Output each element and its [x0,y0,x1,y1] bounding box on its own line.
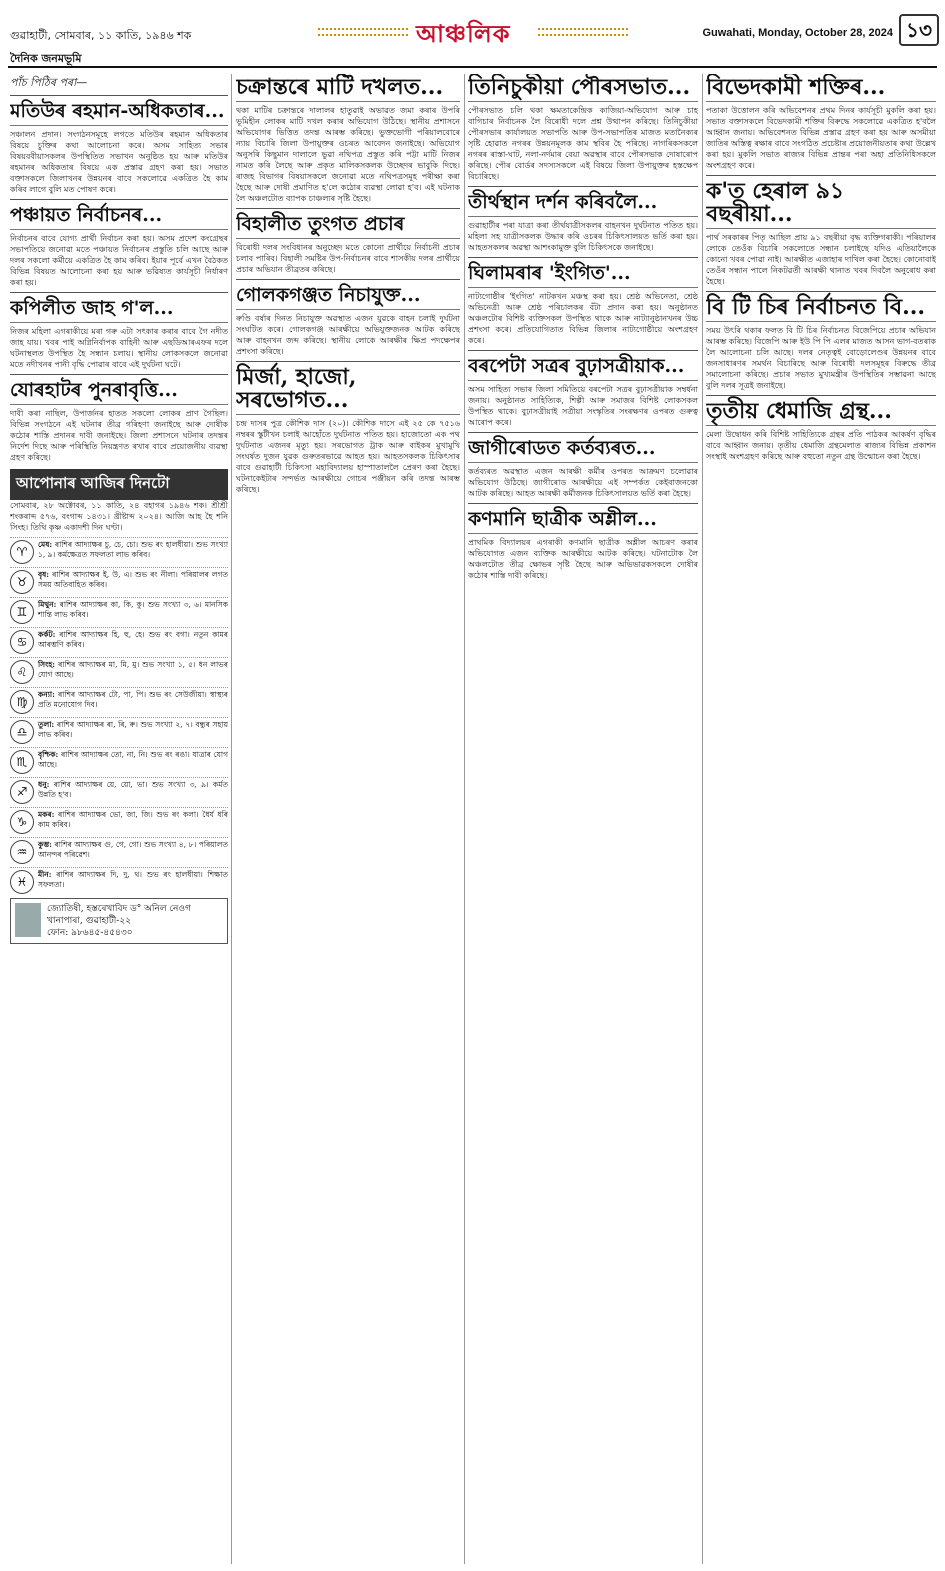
article-body: মেলা উদ্বোধন কৰি বিশিষ্ট সাহিত্যিকে গ্ৰন্থৰ প্ৰতি পাঠকৰ আকৰ্ষণ বৃদ্ধিৰ বাবে আহ্বান জনায়। তৃতীয় ধেমাজি গ্ৰন্থমেলাত ৰাজ্যৰ বিভিন্ন প্ৰকাশন সংস্থাই অংশগ্ৰহণ কৰিছে আৰু বহুতো নতুন গ্ৰন্থ উন্মোচন কৰা হৈছে। [706,430,936,461]
column-2 [236,74,460,1564]
article-body: নাট্যগোষ্ঠীৰ 'ইংগিত' নাটকখন মঞ্চস্থ কৰা হয়। শ্ৰেষ্ঠ অভিনেতা, শ্ৰেষ্ঠ অভিনেত্ৰী আৰু শ্ৰেষ্ঠ পৰিচালকৰ বঁটা প্ৰদান কৰা হয়। অনুষ্ঠানত অঞ্চলটোৰ বিশিষ্ট ব্যক্তিসকল উপস্থিত থাকে আৰু নাট্যানুষ্ঠানখনৰ উচ্চ প্ৰশংসা কৰে। প্ৰতিযোগিতাত বিভিন্ন জিলাৰ নাট্যগোষ্ঠীয়ে অংশগ্ৰহণ কৰে। [468,292,698,345]
headline: যোৰহাটৰ পুনৰাবৃত্তি... [10,379,228,405]
zodiac-icon: ♌ [10,660,34,684]
rashi-prediction: ৰাশিৰ আদ্যাক্ষৰ টো, পা, পি। শুভ ৰং সেউজীয়া। স্বাস্থ্যৰ প্ৰতি মনোযোগ দিব। [38,690,228,709]
horoscope-text [38,690,228,714]
horoscope-item [10,537,228,564]
masthead [0,0,945,70]
rashi-name: মকৰ: [38,810,55,819]
zodiac-icon: ♍ [10,690,34,714]
article-body: নিৰ্বাচনৰ বাবে যোগ্য প্ৰাৰ্থী নিৰ্বাচন কৰা হয়। অসম প্ৰদেশ কংগ্ৰেছৰ সভাপতিয়ে জনোৱা মতে পঞ্চায়ত নিৰ্বাচনৰ প্ৰস্তুতি চলি আছে আৰু দলৰ সকলো কৰ্মীয়ে একত্ৰিত হৈ কাম কৰিব। ইয়াৰ পূৰ্বে এখন বৈঠকত বিভিন্ন বিষয়ত আলোচনা কৰা হয় আৰু ভৱিষ্যত কাৰ্যসূচী নিৰ্ধাৰণ কৰা হয়। [10,234,228,287]
headline: মিৰ্জা, হাজো, সৰভোগত... [236,366,460,415]
horoscope-text [38,840,228,864]
horoscope-text [38,600,228,624]
rashi-prediction: ৰাশিৰ আদ্যাক্ষৰ গু, গে, গো। শুভ সংখ্যা ৪, ৮। পৰিয়ালত আনন্দৰ পৰিৱেশ। [38,840,228,859]
horoscope-box-title: আপোনাৰ আজিৰ দিনটো [10,469,228,500]
paper-name-logo: আঞ্চলিক [416,19,511,48]
headline: মতিউৰ ৰহমান-অধিকতাৰ... [10,100,228,126]
zodiac-icon: ♏ [10,750,34,774]
article-body: অসম সাহিত্য সভাৰ জিলা সমিতিয়ে বৰপেটা সত্ৰৰ বুঢ়াসত্ৰীয়াক সম্বৰ্ধনা জনায়। অনুষ্ঠানত সাহিত্যিক, শিল্পী আৰু সমাজৰ বিশিষ্ট লোকসকল উপস্থিত থাকে। বুঢ়াসত্ৰীয়াই সত্ৰীয়া সংস্কৃতিৰ সংৰক্ষণৰ ওপৰত গুৰুত্ব আৰোপ কৰে। [468,385,698,427]
astrologer-name: জ্যোতিষী, হস্তৰেখাবিদ ড° অনিল নেওগ [47,904,191,914]
rashi-name: সিংহ: [38,660,56,669]
rashi-name: তুলা: [38,720,55,729]
masthead-rule [8,66,937,68]
headline: কপিলীত জাহ গ'ল... [10,297,228,323]
article [10,199,228,288]
horoscope-item [10,567,228,594]
column-1 [10,74,228,1564]
article-body: বিৰোধী দলৰ সংবিধানৰ অনুচ্ছেদ মতে কোনো প্ৰাৰ্থীয়ে নিৰ্বাচনী প্ৰচাৰ চলাব পাৰিব। বিহালী সমষ্টিৰ উপ-নিৰ্বাচনৰ বাবে শাসকীয় দলৰ প্ৰাৰ্থীয়ে প্ৰচাৰ অভিযান তীব্ৰতৰ কৰিছে। [236,243,460,274]
horoscope-item [10,597,228,624]
article-body: কৰ্তব্যৰত অৱস্থাত এজন আৰক্ষী কৰ্মীৰ ওপৰত আক্ৰমণ চলোৱাৰ অভিযোগ উঠিছে। জাগীৰোড আৰক্ষীয়ে এই সম্পৰ্কত কেইবাজনকো আটক কৰিছে। আহত আৰক্ষী কৰ্মীজনক চিকিৎসালয়ত ভৰ্তি কৰা হৈছে। [468,467,698,498]
headline: চক্ৰান্তৰে মাটি দখলত... [236,76,460,102]
horoscope-item [10,717,228,744]
rashi-prediction: ৰাশিৰ আদ্যাক্ষৰ হি, হু, হে। শুভ ৰং বগা। নতুন কামৰ আৰম্ভণি কৰিব। [38,630,228,649]
headline: পঞ্চায়ত নিৰ্বাচনৰ... [10,204,228,230]
rashi-prediction: ৰাশিৰ আদ্যাক্ষৰ দি, দু, থ। শুভ ৰং হালধীয়া। শিক্ষাত সফলতা। [38,870,228,889]
rashi-prediction: ৰাশিৰ আদ্যাক্ষৰ কা, কি, কু। শুভ সংখ্যা ৩, ৬। মানসিক শান্তি লাভ কৰিব। [38,600,228,619]
article-body: দাবী কৰা নাছিল, উপাৰ্জনৰ হাতত সকলো লোকৰ প্ৰাণ গৈছিল। বিভিন্ন সংগঠনে এই ঘটনাৰ তীব্ৰ গৰিহণা জনাইছে আৰু দোষীক কঠোৰ শাস্তি প্ৰদানৰ দাবী জনাইছে। জিলা প্ৰশাসনে ঘটনাৰ তদন্তৰ নিৰ্দেশ দিছে আৰু পৰিস্থিতি নিয়ন্ত্ৰণত ৰখাৰ বাবে প্ৰয়োজনীয় ব্যৱস্থা গ্ৰহণ কৰিছে। [10,409,228,462]
ornament-left [318,28,408,36]
rashi-prediction: ৰাশিৰ আদ্যাক্ষৰ মা, মি, মু। শুভ সংখ্যা ১, ৫। ধন লাভৰ যোগ আছে। [38,660,228,679]
ornament-right [538,28,628,36]
section-label: পাঁচ পিঠিৰ পৰা— [10,74,228,96]
horoscope-item [10,777,228,804]
horoscope-text [38,720,228,744]
rashi-prediction: ৰাশিৰ আদ্যাক্ষৰ ই, উ, এ। শুভ ৰং নীলা। পৰিয়ালৰ লগত সময় অতিবাহিত কৰিব। [38,570,228,589]
article [468,432,698,499]
rashi-name: বৃষ: [38,570,50,579]
headline: বি টি চিৰ নিৰ্বাচনত বি... [706,296,936,322]
column-divider [702,74,703,1564]
zodiac-icon: ♎ [10,720,34,744]
article [10,374,228,463]
column-3 [468,74,698,1564]
rashi-name: কুম্ভ: [38,840,52,849]
article [236,208,460,275]
zodiac-icon: ♋ [10,630,34,654]
rashi-prediction: ৰাশিৰ আদ্যাক্ষৰ য়ে, য়ো, ভা। শুভ সংখ্যা ৩, ৯। কৰ্মত উন্নতি হ'ব। [38,780,228,799]
date-line-english: Guwahati, Monday, October 28, 2024 [702,27,893,39]
article [468,257,698,346]
headline: তৃতীয় ধেমাজি গ্ৰন্থ... [706,400,936,426]
article-body: থকা মাটিৰ চক্ৰান্তৰে দালালৰ হাতুৱাই অভাৱত জমা কৰাৰ উপৰি ভূমিহীন লোকৰ মাটি দখল কৰাৰ অভিযোগ উঠিছে। স্থানীয় প্ৰশাসনে অভিযোগৰ ভিত্তিত তদন্ত আৰম্ভ কৰিছে। ভুক্তভোগী পৰিয়ালবোৰে ন্যায় বিচাৰি জিলা উপায়ুক্তৰ ওচৰত আবেদন জনাইছে। অভিযোগ অনুসৰি কিছুমান দালালে ভুৱা নথিপত্ৰ প্ৰস্তুত কৰি পট্টা মাটি নিজৰ নামত কৰি লৈছে আৰু প্ৰকৃত মালিকসকলক উচ্ছেদৰ ভাবুকি দিছে। ৰাজহ বিভাগৰ বিষয়াসকলে জনোৱা মতে নথিপত্ৰসমূহ পৰীক্ষা কৰা হৈছে আৰু দোষী প্ৰমাণিত হ'লে কঠোৰ ব্যৱস্থা লোৱা হ'ব। এই ঘটনাক লৈ অঞ্চলটোত ব্যাপক চাঞ্চল্যৰ সৃষ্টি হৈছে। [236,106,460,203]
rashi-name: ধনু: [38,780,50,789]
column-4 [706,74,936,1564]
horoscope-item [10,867,228,894]
article-body: নিজৰ মহিলা এগৰাকীয়ে মৰা গৰু এটা সৎকাৰ কৰাৰ বাবে গৈ নদীত জাহ যায়। খবৰ পাই অগ্নিনিৰ্বাপক বাহিনী আৰু এছডিআৰএফৰ দলে ঘটনাস্থলত উপস্থিত হৈ সন্ধান চলায়। স্থানীয় লোকসকলে জনোৱা মতে নদীখনৰ পানী বৃদ্ধি পোৱাৰ বাবে এই দুৰ্ঘটনা ঘটে। [10,327,228,369]
rashi-name: মীন: [38,870,52,879]
article [706,175,936,287]
horoscope-text [38,750,228,774]
article [236,76,460,204]
astrologer-box [10,898,228,944]
horoscope-text [38,810,228,834]
astrologer-address: খানাপাৰা, গুৱাহাটী-২২ [47,916,132,926]
zodiac-icon: ♈ [10,540,34,564]
article [236,279,460,357]
headline: ঘিলামৰাৰ 'ইংগিত'... [468,262,698,288]
article [706,76,936,171]
astrologer-photo [15,903,41,937]
horoscope-text [38,630,228,654]
horoscope-item [10,807,228,834]
article [468,76,698,182]
headline: জাগীৰোডত কৰ্তব্যৰত... [468,437,698,463]
headline: বিভেদকামী শক্তিৰ... [706,76,936,102]
column-divider [231,74,232,1564]
article-body: সময় উৎৰি থকাৰ ফলত বি টি চিৰ নিৰ্বাচনত বিজেপিয়ে প্ৰচাৰ অভিযান আৰম্ভ কৰিছে। বিজেপি আৰু ইউ পি পি এলৰ মাজত আসন ভাগ-বতৰাক লৈ আলোচনা চলি আছে। দলৰ নেতৃত্বই বোড়োলেণ্ডৰ উন্নয়নৰ বাবে জনসাধাৰণৰ সমৰ্থন বিচাৰিছে আৰু বিৰোধী দলসমূহৰ বিৰুদ্ধে তীব্ৰ সমালোচনা কৰিছে। প্ৰচাৰ সভাত মুখ্যমন্ত্ৰীৰ উপস্থিতিৰ সম্ভাৱনা আছে বুলি দলৰ সূত্ৰই জনাইছে। [706,326,936,390]
article [468,503,698,581]
article-body: প্ৰাথমিক বিদ্যালয়ৰ এগৰাকী কণমানি ছাত্ৰীক অশ্লীল আচৰণ কৰাৰ অভিযোগত এজন ব্যক্তিক আৰক্ষীয়ে আটক কৰিছে। ঘটনাটোক লৈ অঞ্চলটোত তীব্ৰ ক্ষোভৰ সৃষ্টি হৈছে আৰু অভিভাৱকসকলে দোষীৰ কঠোৰ শাস্তি দাবী কৰিছে। [468,538,698,580]
horoscope-text [38,780,228,804]
article-body: পাৰ্থ সৰকাৰৰ পিতৃ আছিল প্ৰায় ৯১ বছৰীয়া বৃদ্ধ ব্যক্তিগৰাকী। পৰিয়ালৰ লোকে তেওঁক বিচাৰি সকলোতে সন্ধান চলাইছে যদিও এতিয়ালৈকে কোনো খবৰ পোৱা নাই। আৰক্ষীত এজাহাৰ দাখিল কৰা হৈছে। কোনোবাই তেওঁৰ সন্ধান পালে নিকটৱৰ্তী আৰক্ষী থানাত খবৰ দিবলৈ অনুৰোধ কৰা হৈছে। [706,233,936,286]
publication-label: দৈনিক জনমভূমি [10,52,82,65]
rashi-name: কন্যা: [38,690,55,699]
zodiac-icon: ♉ [10,570,34,594]
horoscope-item [10,627,228,654]
zodiac-icon: ♐ [10,780,34,804]
article [10,100,228,195]
rashi-name: মেষ: [38,540,53,549]
article [468,350,698,428]
horoscope-text [38,570,228,594]
headline: বৰপেটা সত্ৰৰ বুঢ়াসত্ৰীয়াক... [468,355,698,381]
article [706,395,936,462]
page-number: ১৩ [899,14,939,46]
article [468,186,698,253]
horoscope-intro: সোমবাৰ, ২৮ অক্টোবৰ, ১১ কাতি, ২৪ বহাগৰ ১৯৪৬ শক। শ্ৰীশ্ৰী শংকৰাব্দ ৫৭৬, বংগাব্দ ১৪৩১। খ্ৰীষ্টাব্দ ২০২৪। আজি আহ হৈ শনি সিংহ। তিথি কৃষ্ণ একাদশী দিন ঘণ্টা। [10,501,228,532]
headline: বিহালীত তুংগত প্ৰচাৰ [236,213,460,239]
date-line-assamese: গুৱাহাটী, সোমবাৰ, ১১ কাতি, ১৯৪৬ শক [10,29,192,42]
horoscope-list [10,537,228,894]
rashi-prediction: ৰাশিৰ আদ্যাক্ষৰ ভো, জা, জি। শুভ ৰং কলা। ধৈৰ্য ধৰি কাম কৰিব। [38,810,228,829]
zodiac-icon: ♓ [10,870,34,894]
headline: কণমানি ছাত্ৰীক অশ্লীল... [468,508,698,534]
rashi-name: বৃশ্চিক: [38,750,59,759]
horoscope-item [10,837,228,864]
zodiac-icon: ♊ [10,600,34,624]
horoscope-item [10,747,228,774]
article [706,291,936,391]
rashi-prediction: ৰাশিৰ আদ্যাক্ষৰ তো, না, নি। শুভ ৰং ৰঙা। যাত্ৰাৰ যোগ আছে। [38,750,228,769]
zodiac-icon: ♒ [10,840,34,864]
article-body: পৌৰসভাত চলি থকা ক্ষমতাকেন্দ্ৰিক কাজিয়া-অভিযোগ আৰু চাহ বাগিচাৰ নিৰ্বাচনক লৈ বিৰোধী দলে প্ৰশ্ন উত্থাপন কৰিছে। তিনিচুকীয়া পৌৰসভাৰ কাৰ্যালয়ত সভাপতি আৰু উপ-সভাপতিৰ মাজত মতানৈক্যৰ সৃষ্টি হোৱাত নগৰৰ উন্নয়নমূলক কাম স্থবিৰ হৈ পৰিছে। নাগৰিকসকলে নগৰৰ ৰাস্তা-ঘাট, নলা-নৰ্দমাৰ বেয়া অৱস্থাৰ বাবে পৌৰসভাক দোষাৰোপ কৰিছে। পৌৰ বোৰ্ডৰ সদস্যসকলে এই বিষয়ে জিলা উপায়ুক্তৰ হস্তক্ষেপ বিচাৰিছে। [468,106,698,181]
rashi-prediction: ৰাশিৰ আদ্যাক্ষৰ চু, চে, চো। শুভ ৰং হালধীয়া। শুভ সংখ্যা ১, ৯। কৰ্মক্ষেত্ৰত সফলতা লাভ কৰিব। [38,540,228,559]
horoscope-text [38,540,228,564]
article [10,292,228,370]
article-body: ৰুণ্ডি বৰ্ষাৰ দিনত নিচাযুক্ত অৱস্থাত এজন যুৱকে বাহন চলাই দুৰ্ঘটনা সংঘটিত কৰে। গোলকগঞ্জ আৰক্ষীয়ে অভিযুক্তজনক আটক কৰিছে আৰু বাহনখন জব্দ কৰিছে। স্থানীয় লোকে আৰক্ষীৰ ক্ষিপ্ৰ পদক্ষেপৰ প্ৰশংসা কৰিছে। [236,314,460,356]
article-body: সঞ্চালন প্ৰদান। সংগঠনসমূহে লগতে মতিউৰ ৰহমান অধিকতাৰ বিষয়ে চুক্তিৰ কথা আলোচনা কৰে। অসম সাহিত্য সভাৰ বিষয়ববীয়াসকলৰ উপস্থিতিত সভাখন অনুষ্ঠিত হয় আৰু মতিউৰ ৰহমানৰ অধিকতাৰ বিষয়ে এক প্ৰস্তাৱ গ্ৰহণ কৰা হয়। সভাত বক্তাসকলে জিলাখনৰ উন্নয়নৰ বাবে সকলোৱে একত্ৰিত হৈ কাম কৰিব লাগে বুলি মত পোষণ কৰে। [10,130,228,194]
rashi-name: কৰ্কট: [38,630,56,639]
horoscope-text [38,660,228,684]
article-body: গুৱাহাটীৰ পৰা যাত্ৰা কৰা তীৰ্থযাত্ৰীসকলৰ বাহনখন দুৰ্ঘটনাত পতিত হয়। মহিলা সহ যাত্ৰীসকলক উদ্ধাৰ কৰি ওচৰৰ চিকিৎসালয়ত ভৰ্তি কৰা হয়। আহতসকলৰ অৱস্থা আশংকামুক্ত বুলি চিকিৎসকে জনাইছে। [468,221,698,252]
article-body: পতাকা উত্তোলন কৰি অভিবেশনৰ প্ৰথম দিনৰ কাৰ্যসূচী মুকলি কৰা হয়। সভাত বক্তাসকলে বিভেদকামী শক্তিৰ বিৰুদ্ধে সকলোৱে একত্ৰিত হ'বলৈ আহ্বান জনায়। অভিবেশনত বিভিন্ন প্ৰস্তাৱ গ্ৰহণ কৰা হয় আৰু অসমীয়া জাতিৰ অস্তিত্ব ৰক্ষাৰ বাবে সংগঠিত প্ৰচেষ্টাৰ প্ৰয়োজনীয়তাৰ কথা উল্লেখ কৰা হয়। মুকলি সভাত ৰাজ্যৰ বিভিন্ন প্ৰান্তৰ পৰা অহা প্ৰতিনিধিসকলে অংশগ্ৰহণ কৰে। [706,106,936,170]
headline: তিনিচুকীয়া পৌৰসভাত... [468,76,698,102]
column-divider [464,74,465,1564]
headline: তীৰ্থস্থান দৰ্শন কৰিবলৈ... [468,191,698,217]
article [236,361,460,495]
horoscope-text [38,870,228,894]
horoscope-item [10,657,228,684]
horoscope-item [10,687,228,714]
headline: ক'ত হেৰাল ৯১ বছৰীয়া... [706,180,936,229]
zodiac-icon: ♑ [10,810,34,834]
article-body: চন্দ্ৰ দাসৰ পুত্ৰ কৌশিক দাস (২০)। কৌশিক দাসে এই ২৫ কে ৭৫১৬ নম্বৰৰ স্কুটীখন চলাই আহোঁতে দুৰ্ঘটনাত পতিত হয়। হাজোতো এক পথ দুৰ্ঘটনাত এজনৰ মৃত্যু হয়। সৰভোগত ট্ৰাক আৰু বাইকৰ মুখামুখি সংঘৰ্ষত দুজন যুৱক গুৰুতৰভাৱে আহত হয়। আহতসকলক চিকিৎসাৰ বাবে গুৱাহাটী চিকিৎসা মহাবিদ্যালয় হাস্পাতাললৈ প্ৰেৰণ কৰা হৈছে। ঘটনাকেইটাৰ সন্দৰ্ভত আৰক্ষীয়ে গোচৰ পঞ্জীয়ন কৰি তদন্ত আৰম্ভ কৰিছে। [236,419,460,494]
rashi-prediction: ৰাশিৰ আদ্যাক্ষৰ ৰা, ৰি, ৰু। শুভ সংখ্যা ২, ৭। বন্ধুৰ সহায় লাভ কৰিব। [38,720,228,739]
astrologer-phone: ফোন: ৯৮৬৪৫-৪৫৪৩০ [47,928,133,938]
headline: গোলকগঞ্জত নিচাযুক্ত... [236,284,460,310]
rashi-name: মিথুন: [38,600,57,609]
